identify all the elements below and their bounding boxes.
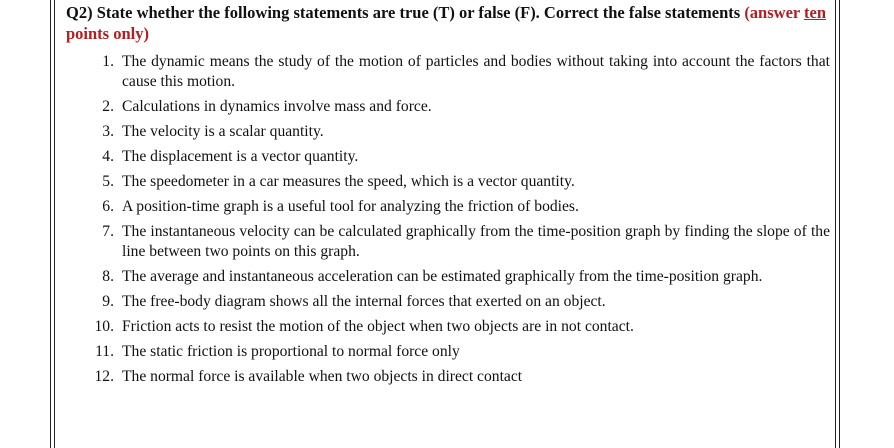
right-border-inner — [835, 0, 836, 448]
item-number: 7. — [102, 223, 114, 240]
item-number: 11. — [95, 343, 114, 360]
list-item — [66, 197, 830, 217]
left-border-outer — [50, 0, 51, 448]
statement-list — [66, 52, 830, 387]
list-item — [66, 222, 830, 262]
list-item — [66, 172, 830, 192]
item-number: 1. — [102, 53, 114, 70]
item-text: The dynamic means the study of the motion of particles and bodies without taking into account the factors that cause this motion. — [122, 53, 830, 90]
instruction-open: (answer — [744, 3, 805, 22]
item-text: The static friction is proportional to normal force only — [122, 343, 460, 360]
item-number: 3. — [102, 123, 114, 140]
item-text: The average and instantaneous acceleration can be estimated graphically from the time-position graph. — [122, 268, 763, 285]
list-item — [66, 52, 830, 92]
item-text: Calculations in dynamics involve mass and force. — [122, 98, 432, 115]
item-number: 2. — [102, 98, 114, 115]
instruction-underlined: ten — [804, 3, 827, 22]
question-heading — [66, 2, 830, 44]
item-number: 12. — [94, 368, 114, 385]
question-block — [66, 2, 830, 392]
list-item — [66, 317, 830, 337]
item-text: A position-time graph is a useful tool for analyzing the friction of bodies. — [122, 198, 579, 215]
item-text: The normal force is available when two objects in direct contact — [122, 368, 523, 385]
list-item — [66, 147, 830, 167]
list-item — [66, 122, 830, 142]
list-item — [66, 97, 830, 117]
right-border-outer — [839, 0, 840, 448]
item-number: 8. — [102, 268, 114, 285]
left-border-inner — [54, 0, 55, 448]
item-text: The displacement is a vector quantity. — [122, 148, 359, 165]
instruction-close: points only) — [66, 24, 149, 43]
list-item — [66, 267, 830, 287]
item-text: The free-body diagram shows all the internal forces that exerted on an object. — [122, 293, 606, 310]
item-number: 4. — [102, 148, 114, 165]
list-item — [66, 292, 830, 312]
item-text: The instantaneous velocity can be calculated graphically from the time-position graph by finding the slope of the line between two points on this graph. — [122, 223, 830, 260]
item-number: 9. — [102, 293, 114, 310]
item-number: 5. — [102, 173, 114, 190]
item-text: The speedometer in a car measures the speed, which is a vector quantity. — [122, 173, 575, 190]
item-number: 10. — [94, 318, 114, 335]
list-item — [66, 367, 830, 387]
item-text: The velocity is a scalar quantity. — [122, 123, 324, 140]
item-text: Friction acts to resist the motion of the object when two objects are in not contact. — [122, 318, 634, 335]
question-text: Q2) State whether the following statements are true (T) or false (F). Correct the false statements — [66, 3, 741, 22]
item-number: 6. — [102, 198, 114, 215]
list-item — [66, 342, 830, 362]
